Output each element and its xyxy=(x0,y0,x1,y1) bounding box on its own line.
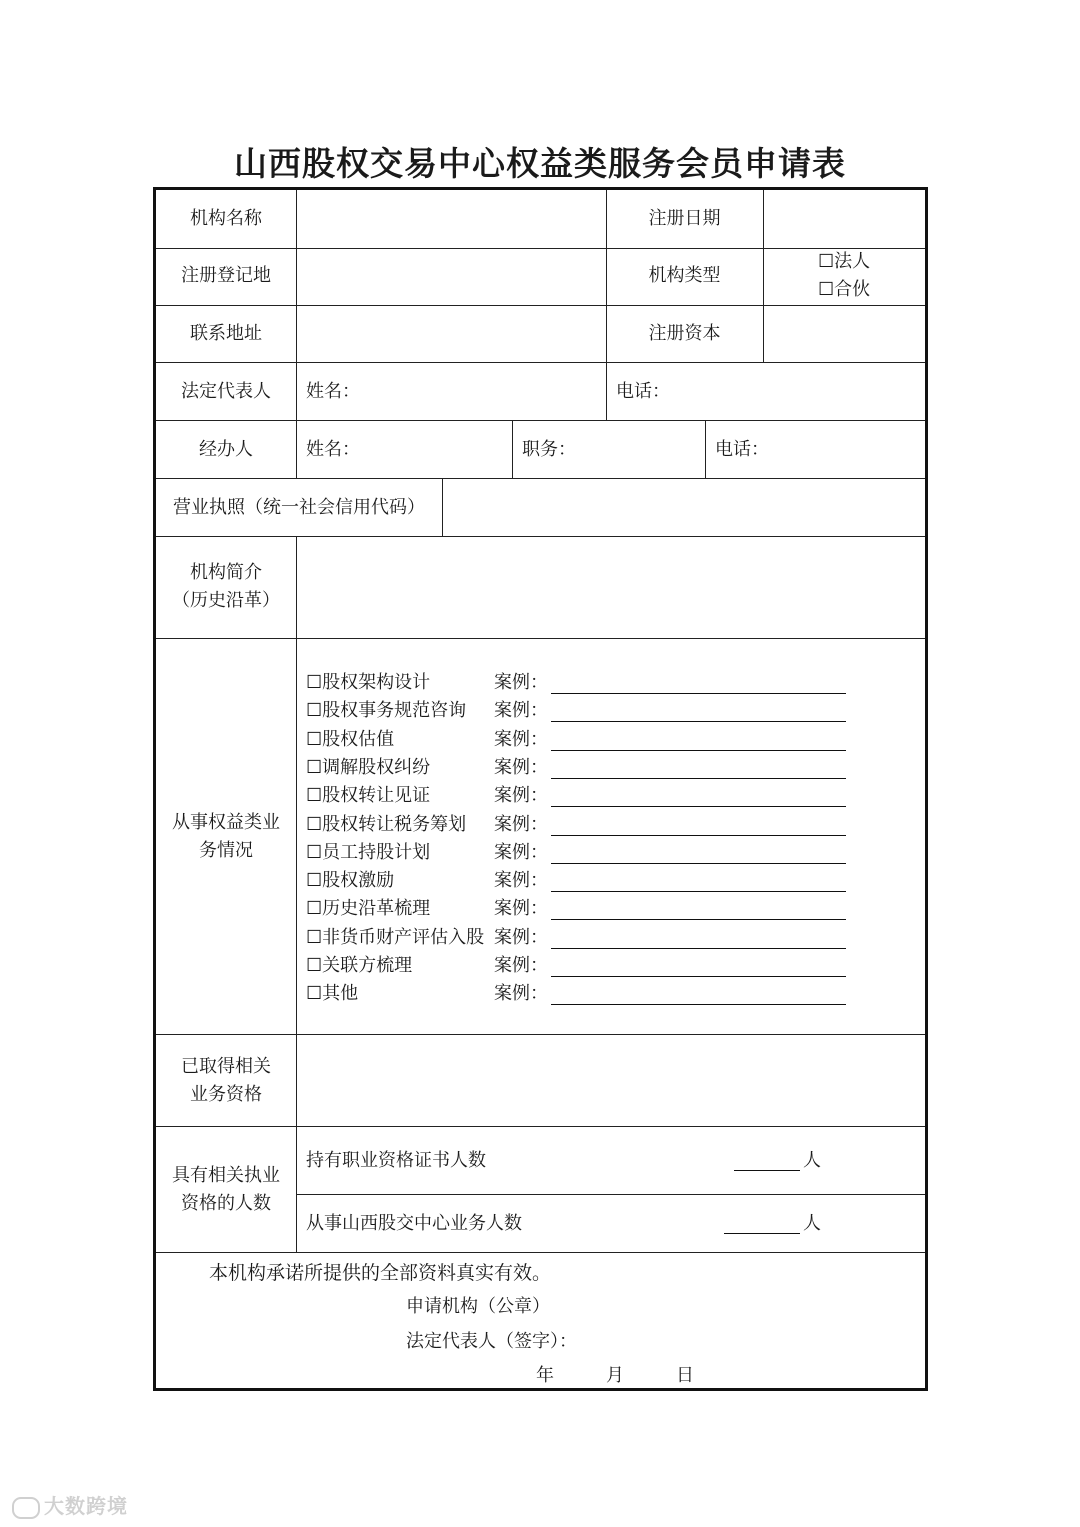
qualification-sub-label: 业务资格 xyxy=(190,1084,262,1105)
applicant-seal-label: 申请机构（公章） xyxy=(406,1296,550,1317)
reg-date-label: 注册日期 xyxy=(648,208,721,229)
reg-place-field[interactable] xyxy=(297,249,606,305)
business-item-case-field[interactable] xyxy=(551,693,846,694)
business-item-case-field[interactable] xyxy=(551,891,846,892)
handler-position-field[interactable]: 职务： xyxy=(522,439,576,460)
business-item-case-label: 案例： xyxy=(494,756,548,778)
shanxi-staff-label: 从事山西股交中心业务人数 xyxy=(306,1213,522,1234)
license-code-field[interactable] xyxy=(443,479,925,536)
org-name-label: 机构名称 xyxy=(190,208,262,229)
business-item-case-field[interactable] xyxy=(551,806,846,807)
business-item-case-field[interactable] xyxy=(551,863,846,864)
business-item-case-label: 案例： xyxy=(494,841,548,863)
intro-field[interactable] xyxy=(297,537,925,638)
certified-staff-count-field[interactable] xyxy=(734,1170,800,1171)
business-label: 从事权益类业 xyxy=(172,812,280,833)
shanxi-staff-count-field[interactable] xyxy=(724,1233,800,1234)
watermark xyxy=(12,1490,128,1519)
business-item-case-label: 案例： xyxy=(494,700,548,722)
form-title: 山西股权交易中心权益类服务会员申请表 xyxy=(234,144,846,183)
business-item-checkbox[interactable]: ☐股权转让见证 xyxy=(306,785,431,807)
business-item-case-field[interactable] xyxy=(551,1004,846,1005)
business-item-checkbox[interactable]: ☐股权架构设计 xyxy=(306,672,431,693)
business-item-checkbox[interactable]: ☐员工持股计划 xyxy=(306,841,431,863)
certified-staff-unit: 人 xyxy=(803,1150,821,1171)
date-month-label: 月 xyxy=(606,1365,624,1386)
business-item-checkbox[interactable]: ☐历史沿革梳理 xyxy=(306,898,431,920)
business-item-case-label: 案例： xyxy=(494,813,548,835)
reg-capital-label: 注册资本 xyxy=(648,323,721,344)
business-sub-label: 务情况 xyxy=(199,840,253,861)
legal-rep-name-field[interactable]: 姓名： xyxy=(306,381,360,402)
legal-rep-signature-label[interactable]: 法定代表人（签字）： xyxy=(406,1331,577,1352)
application-form-table xyxy=(153,187,928,1391)
business-item-checkbox[interactable]: ☐调解股权纠纷 xyxy=(306,756,431,778)
legal-rep-label: 法定代表人 xyxy=(181,381,271,402)
business-item-case-label: 案例： xyxy=(494,898,548,920)
business-item-checkbox[interactable]: ☐其他 xyxy=(306,983,359,1005)
org-name-field[interactable] xyxy=(297,190,606,248)
business-item-case-field[interactable] xyxy=(551,778,846,779)
qualification-label: 已取得相关 xyxy=(181,1056,271,1077)
watermark-logo-icon xyxy=(12,1497,40,1519)
business-item-case-field[interactable] xyxy=(551,948,846,949)
org-type-partnership-checkbox[interactable]: ☐合伙 xyxy=(818,279,871,300)
legal-rep-phone-field[interactable]: 电话： xyxy=(616,381,670,402)
contact-address-field[interactable] xyxy=(297,306,606,362)
business-item-checkbox[interactable]: ☐股权估值 xyxy=(306,728,395,750)
business-item-checkbox[interactable]: ☐股权事务规范咨询 xyxy=(306,700,467,722)
shanxi-staff-unit: 人 xyxy=(803,1213,821,1234)
business-item-case-field[interactable] xyxy=(551,835,846,836)
business-item-case-label: 案例： xyxy=(494,785,548,807)
qualification-field[interactable] xyxy=(297,1035,925,1126)
intro-label: 机构简介 xyxy=(190,562,262,583)
contact-address-label: 联系地址 xyxy=(190,323,262,344)
business-item-case-label: 案例： xyxy=(494,983,548,1005)
business-item-checkbox[interactable]: ☐股权转让税务筹划 xyxy=(306,813,467,835)
org-type-label: 机构类型 xyxy=(648,265,721,286)
reg-date-field[interactable] xyxy=(764,190,925,248)
handler-label: 经办人 xyxy=(199,439,253,460)
business-item-checkbox[interactable]: ☐关联方梳理 xyxy=(306,955,413,976)
business-item-case-label: 案例： xyxy=(494,672,548,693)
business-item-case-label: 案例： xyxy=(494,728,548,750)
business-item-case-field[interactable] xyxy=(551,919,846,920)
date-year-label: 年 xyxy=(536,1365,554,1386)
business-item-case-label: 案例： xyxy=(494,870,548,892)
intro-sub-label: （历史沿革） xyxy=(172,590,280,611)
handler-name-field[interactable]: 姓名： xyxy=(306,439,360,460)
certified-staff-label: 持有职业资格证书人数 xyxy=(306,1150,486,1171)
business-item-case-label: 案例： xyxy=(494,926,548,948)
business-item-case-label: 案例： xyxy=(494,955,548,976)
pledge-statement: 本机构承诺所提供的全部资料真实有效。 xyxy=(209,1262,552,1284)
watermark-text: 大数跨境 xyxy=(44,1494,128,1518)
business-item-case-field[interactable] xyxy=(551,721,846,722)
handler-phone-field[interactable]: 电话： xyxy=(715,439,769,460)
business-item-checkbox[interactable]: ☐非货币财产评估入股 xyxy=(306,926,485,948)
business-item-case-field[interactable] xyxy=(551,976,846,977)
staff-count-sub-label: 资格的人数 xyxy=(181,1193,271,1214)
business-item-checkbox[interactable]: ☐股权激励 xyxy=(306,870,395,892)
license-label: 营业执照（统一社会信用代码） xyxy=(173,497,425,518)
date-day-label: 日 xyxy=(676,1365,694,1386)
staff-count-label: 具有相关执业 xyxy=(172,1165,280,1186)
reg-place-label: 注册登记地 xyxy=(181,265,271,286)
business-item-case-field[interactable] xyxy=(551,750,846,751)
reg-capital-field[interactable] xyxy=(764,306,925,362)
org-type-legal-person-checkbox[interactable]: ☐法人 xyxy=(818,251,871,272)
